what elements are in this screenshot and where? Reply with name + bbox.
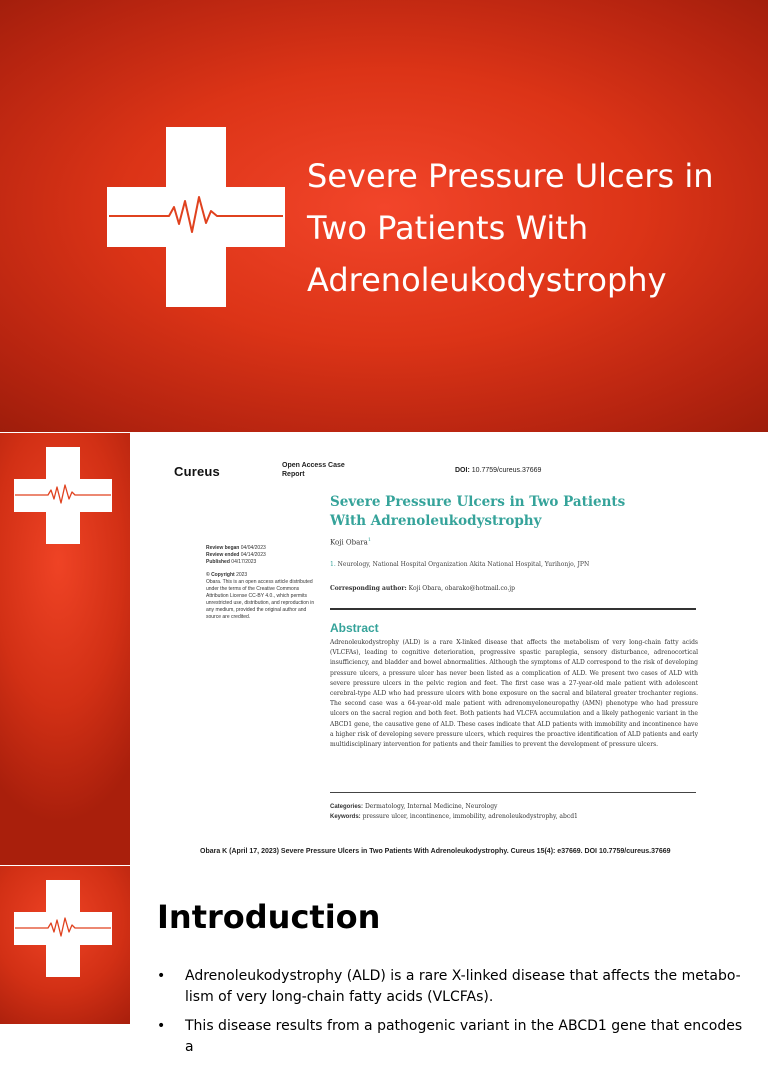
- corresponding-label: Corresponding author:: [330, 585, 407, 592]
- abstract-heading: Abstract: [330, 621, 379, 635]
- affiliation-text: Neurology, National Hospital Organization Akita National Hospital, Yurihonjo, JPN: [337, 561, 590, 568]
- author-name: Koji Obara: [330, 538, 368, 547]
- heartbeat-line-icon: [14, 880, 112, 977]
- medical-cross-heartbeat-icon: [14, 880, 112, 977]
- divider-thick: [330, 608, 696, 610]
- doi-header: [455, 467, 541, 474]
- section-heading: Introduction: [157, 898, 381, 936]
- copyright-year: 2023: [236, 572, 248, 578]
- article-type: Open Access Case Report: [282, 462, 345, 478]
- published-label: Published: [206, 559, 230, 565]
- paper-first-page: [130, 433, 768, 865]
- categories-keywords: [330, 802, 700, 822]
- heartbeat-line-icon: [107, 127, 285, 307]
- bullet-item: • Adrenoleukodystrophy (ALD) is a rare X-linked disease that affects the metabo-lism of very long-chain fatty acids (VLCFAs).: [157, 966, 747, 1008]
- medical-cross-heartbeat-icon: [107, 127, 285, 307]
- review-ended-date: 04/14/2023: [240, 552, 266, 558]
- paper-author: [330, 537, 371, 546]
- article-metadata: [206, 545, 318, 627]
- review-began-label: Review began: [206, 545, 240, 551]
- bullet-item: • This disease results from a pathogenic variant in the ABCD1 gene that encodes a: [157, 1016, 747, 1058]
- red-side-band: [0, 866, 130, 1024]
- citation-line: Obara K (April 17, 2023) Severe Pressure Ulcers in Two Patients With Adrenoleukodystrophy. Cureus 15(4): e37669. DOI 10.7759/cureus.37669: [200, 848, 671, 855]
- doi-value: 10.7759/cureus.37669: [471, 467, 542, 474]
- journal-logo: Cureus: [174, 464, 220, 479]
- keywords-label: Keywords:: [330, 814, 361, 820]
- paper-title: Severe Pressure Ulcers in Two Patients With Adrenoleukodystrophy: [330, 494, 626, 529]
- affiliation-number: 1.: [330, 561, 336, 568]
- introduction-slide: [0, 866, 768, 1055]
- categories-text: Dermatology, Internal Medicine, Neurology: [364, 803, 498, 810]
- corresponding-author: [330, 585, 515, 592]
- review-began-date: 04/04/2023: [240, 545, 266, 551]
- copyright-label: © Copyright: [206, 572, 235, 578]
- published-date: 04/17/2023: [231, 559, 257, 565]
- doi-label: DOI:: [455, 467, 470, 474]
- paper-affiliation: [330, 561, 589, 568]
- author-affiliation-mark: 1: [367, 537, 371, 543]
- paper-slide: [0, 433, 768, 865]
- red-side-band: [0, 433, 130, 865]
- abstract-text: Adrenoleukodystrophy (ALD) is a rare X-linked disease that affects the metabolism of very long-chain fatty acids (VLCFAs), leading to cognitive deterioration, progressive spastic paraplegia, sensory disturbance, adrenocortical insufficiency, and bladder and bowel abnormalities. Although the symptoms of ALD correspond to the risk of developing pressure ulcers, a pressure ulcer has never been listed as a complication of ALD. We present two cases of ALD with severe pressure ulcers in the pelvic region and feet. The first case was a 27-year-old male patient with adolescent cerebral-type ALD who had pressure ulcers with bone exposure on the sacral and bilateral greater trochanter regions. The second case was a 64-year-old male patient with adrenomyeloneuropathy (AMN) phenotype who had pressure ulcers on the sacral region and both feet. Both patients had VLCFA accumulation and a likely pathogenic variant in the ABCD1 gene, the causative gene of ALD. These cases indicate that ALD patients with immobility and incontinence have a higher risk of developing severe pressure ulcers, which requires the proactive identification of ALD patients and early multidisciplinary intervention for patients and their families to prevent the development of pressure ulcers.: [330, 639, 698, 749]
- categories-label: Categories:: [330, 804, 364, 810]
- medical-cross-heartbeat-icon: [14, 447, 112, 544]
- slide-title: Severe Pressure Ulcers in Two Patients With Adrenoleukodystrophy: [307, 157, 714, 299]
- corresponding-text: Koji Obara, obarako@hotmail.co.jp: [408, 585, 515, 592]
- keywords-text: pressure ulcer, incontinence, immobility, adrenoleukodystrophy, abcd1: [362, 813, 578, 820]
- divider-thin: [330, 792, 696, 793]
- title-slide: [0, 0, 768, 432]
- bullet-list: [157, 966, 747, 1066]
- heartbeat-line-icon: [14, 447, 112, 544]
- license-text: Obara. This is an open access article distributed under the terms of the Creative Commons Attribution License CC-BY 4.0., which permits unrestricted use, distribution, and reproduction in any medium, provided the original author and source are credited.: [206, 579, 315, 620]
- review-ended-label: Review ended: [206, 552, 240, 558]
